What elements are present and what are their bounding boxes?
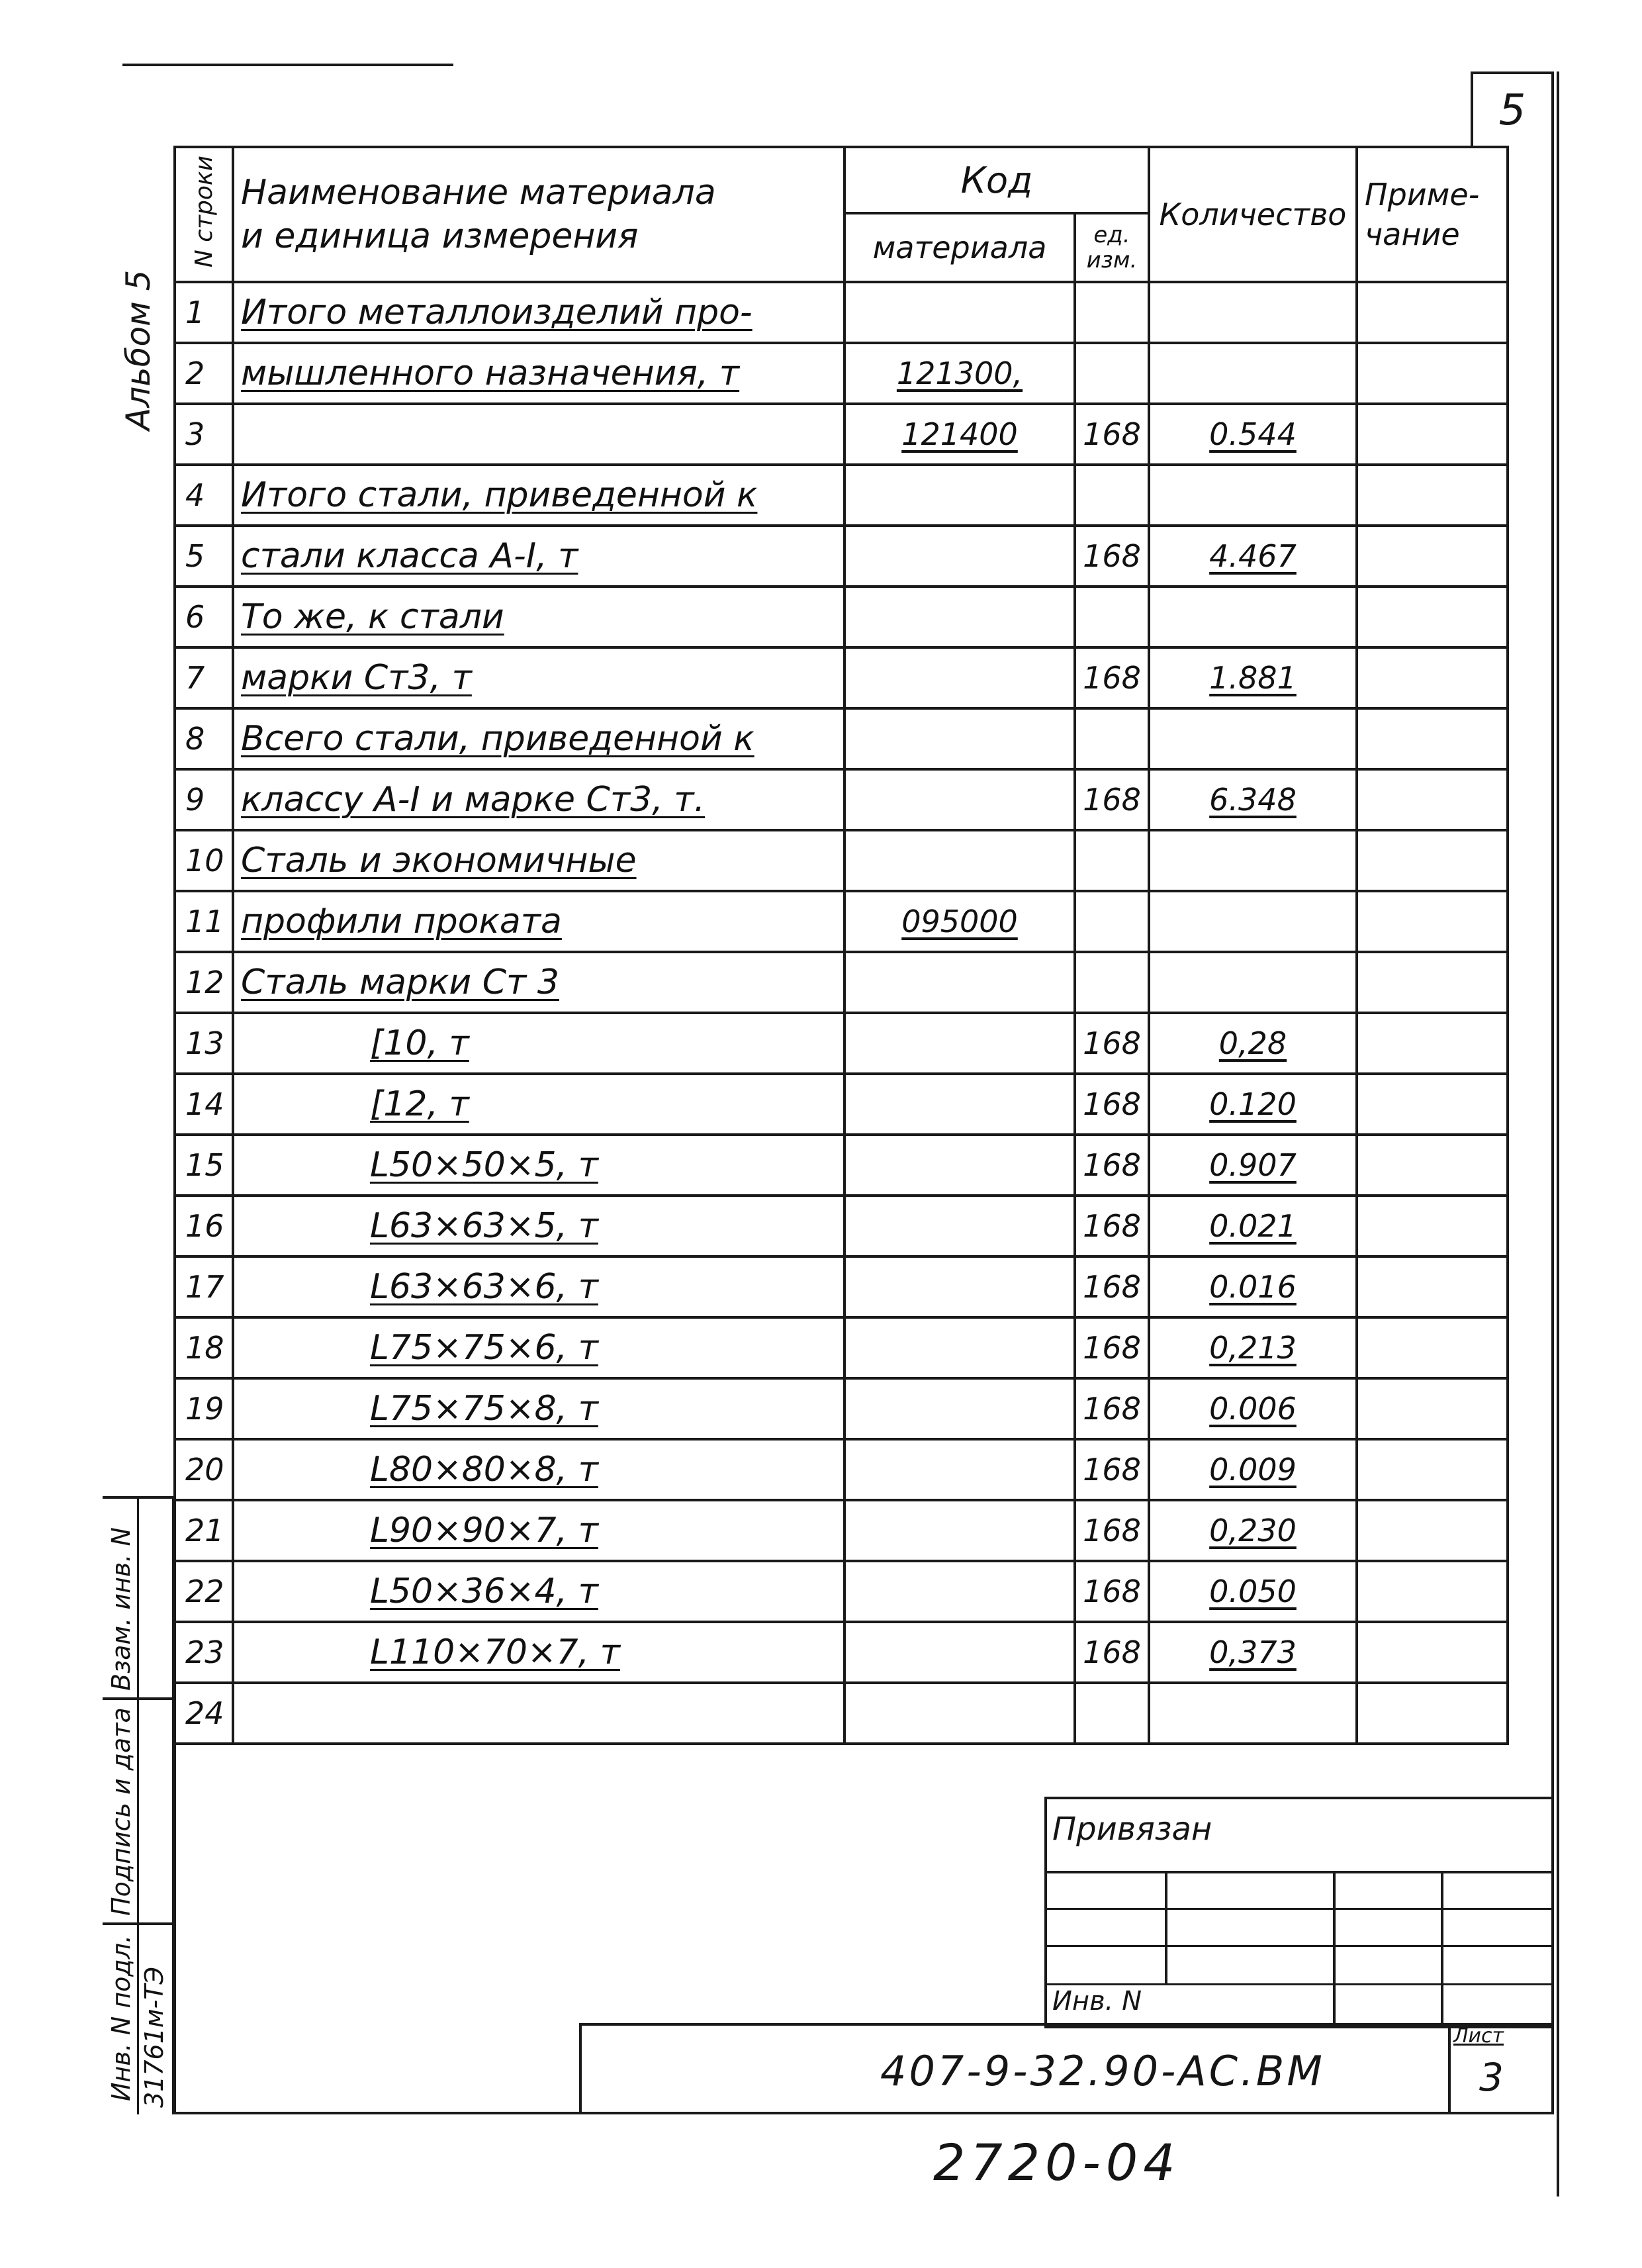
header-name-line1: Наименование материала — [241, 173, 716, 213]
material-name-cell: L90×90×7, т — [233, 1500, 844, 1561]
quantity-cell — [1149, 708, 1357, 769]
quantity-cell — [1149, 1683, 1357, 1744]
material-name-cell: Сталь и экономичные — [233, 830, 844, 891]
sheet-value: 3 — [1479, 2055, 1504, 2100]
side-cell-orig-inv — [103, 1922, 172, 2114]
quantity-cell — [1149, 343, 1357, 404]
table-header-row — [175, 147, 1508, 213]
row-number-cell: 8 — [175, 708, 233, 769]
side-divider — [137, 1697, 139, 1922]
material-name-cell: L75×75×8, т — [233, 1378, 844, 1439]
bound-rule — [1047, 1945, 1551, 1947]
material-code-cell — [844, 830, 1075, 891]
quantity-cell: 0,230 — [1149, 1500, 1357, 1561]
quantity-cell: 0.009 — [1149, 1439, 1357, 1500]
table-row — [175, 343, 1508, 404]
material-code-cell — [844, 647, 1075, 708]
header-note — [1357, 147, 1508, 282]
row-number-cell: 13 — [175, 1013, 233, 1074]
side-signature-date: Подпись и дата — [107, 1707, 136, 1916]
unit-code-cell: 168 — [1075, 404, 1149, 465]
table-row — [175, 1683, 1508, 1744]
material-code-cell — [844, 1196, 1075, 1256]
material-code-cell — [844, 708, 1075, 769]
footer-code: 2720-04 — [933, 2133, 1181, 2192]
table-row — [175, 1074, 1508, 1135]
table-row — [175, 465, 1508, 526]
row-number-cell: 1 — [175, 282, 233, 343]
row-number-cell: 6 — [175, 587, 233, 647]
table-row — [175, 1439, 1508, 1500]
unit-code-cell: 168 — [1075, 1622, 1149, 1683]
unit-code-cell — [1075, 1683, 1149, 1744]
material-name-cell — [233, 404, 844, 465]
quantity-cell — [1149, 830, 1357, 891]
header-quantity: Количество — [1149, 147, 1357, 282]
unit-code-cell — [1075, 891, 1149, 952]
bound-vrule — [1441, 1871, 1443, 2026]
quantity-cell: 4.467 — [1149, 526, 1357, 587]
row-number-cell: 4 — [175, 465, 233, 526]
unit-code-cell — [1075, 708, 1149, 769]
material-name-cell: L80×80×8, т — [233, 1439, 844, 1500]
material-code-cell — [844, 1256, 1075, 1317]
unit-code-cell: 168 — [1075, 1378, 1149, 1439]
table-row — [175, 769, 1508, 830]
bound-rule — [1047, 1908, 1551, 1910]
material-name-cell — [233, 1683, 844, 1744]
table-row — [175, 587, 1508, 647]
row-number-cell: 22 — [175, 1561, 233, 1622]
unit-code-cell: 168 — [1075, 1013, 1149, 1074]
table-row — [175, 404, 1508, 465]
table-row — [175, 1196, 1508, 1256]
material-name-cell: марки Ст3, т — [233, 647, 844, 708]
row-number-cell: 11 — [175, 891, 233, 952]
unit-code-cell: 168 — [1075, 1439, 1149, 1500]
material-name-cell: L50×36×4, т — [233, 1561, 844, 1622]
row-number-cell: 16 — [175, 1196, 233, 1256]
document-code: 407-9-32.90-АС.ВМ — [880, 2047, 1325, 2095]
note-cell — [1357, 404, 1508, 465]
row-number-cell: 3 — [175, 404, 233, 465]
unit-code-cell — [1075, 343, 1149, 404]
table-row — [175, 1013, 1508, 1074]
table-row — [175, 282, 1508, 343]
unit-code-cell — [1075, 952, 1149, 1013]
note-cell — [1357, 465, 1508, 526]
material-name-cell: L50×50×5, т — [233, 1135, 844, 1196]
material-name-cell: мышленного назначения, т — [233, 343, 844, 404]
row-number-cell: 17 — [175, 1256, 233, 1317]
material-code-cell — [844, 1135, 1075, 1196]
material-code-cell — [844, 1439, 1075, 1500]
quantity-cell: 0,28 — [1149, 1013, 1357, 1074]
unit-code-cell — [1075, 465, 1149, 526]
material-code-cell — [844, 769, 1075, 830]
note-cell — [1357, 343, 1508, 404]
side-divider — [137, 1499, 139, 1697]
bound-rule — [1047, 1983, 1551, 1985]
material-code-cell — [844, 1500, 1075, 1561]
table-row — [175, 830, 1508, 891]
header-code-unit — [1075, 213, 1149, 282]
table-row — [175, 891, 1508, 952]
row-number-cell: 20 — [175, 1439, 233, 1500]
frame-right-border — [1557, 71, 1559, 2197]
table-row — [175, 647, 1508, 708]
header-name — [233, 147, 844, 282]
quantity-cell — [1149, 952, 1357, 1013]
row-number-cell: 18 — [175, 1317, 233, 1378]
unit-code-cell: 168 — [1075, 1074, 1149, 1135]
note-cell — [1357, 891, 1508, 952]
bound-label: Привязан — [1052, 1811, 1212, 1848]
header-unit-line2: изм. — [1086, 247, 1138, 273]
note-cell — [1357, 1561, 1508, 1622]
material-name-cell: стали класса A-I, т — [233, 526, 844, 587]
note-cell — [1357, 1196, 1508, 1256]
note-cell — [1357, 647, 1508, 708]
material-name-cell: [12, т — [233, 1074, 844, 1135]
row-number-cell: 5 — [175, 526, 233, 587]
material-code-cell — [844, 465, 1075, 526]
unit-code-cell: 168 — [1075, 526, 1149, 587]
material-code-cell — [844, 1317, 1075, 1378]
note-cell — [1357, 1317, 1508, 1378]
material-name-cell: классу A-I и марке Ст3, т. — [233, 769, 844, 830]
material-name-cell: L110×70×7, т — [233, 1622, 844, 1683]
unit-code-cell: 168 — [1075, 1317, 1149, 1378]
quantity-cell: 6.348 — [1149, 769, 1357, 830]
table-row — [175, 1256, 1508, 1317]
material-code-cell — [844, 1013, 1075, 1074]
unit-code-cell — [1075, 830, 1149, 891]
table-row — [175, 952, 1508, 1013]
material-name-cell: L63×63×6, т — [233, 1256, 844, 1317]
unit-code-cell: 168 — [1075, 769, 1149, 830]
note-cell — [1357, 526, 1508, 587]
quantity-cell: 0.907 — [1149, 1135, 1357, 1196]
note-cell — [1357, 1439, 1508, 1500]
side-exchange-inv: Взам. инв. N — [107, 1527, 136, 1691]
material-name-cell: То же, к стали — [233, 587, 844, 647]
header-note-line2: чание — [1365, 216, 1460, 252]
header-name-line2: и единица измерения — [241, 216, 639, 256]
note-cell — [1357, 587, 1508, 647]
material-code-cell: 121400 — [844, 404, 1075, 465]
material-code-cell — [844, 282, 1075, 343]
table-row — [175, 1378, 1508, 1439]
quantity-cell: 0,213 — [1149, 1317, 1357, 1378]
material-code-cell — [844, 587, 1075, 647]
material-code-cell — [844, 1622, 1075, 1683]
row-number-cell: 14 — [175, 1074, 233, 1135]
quantity-cell: 0,373 — [1149, 1622, 1357, 1683]
unit-code-cell: 168 — [1075, 1256, 1149, 1317]
unit-code-cell — [1075, 587, 1149, 647]
table-row — [175, 1135, 1508, 1196]
note-cell — [1357, 1256, 1508, 1317]
unit-code-cell: 168 — [1075, 1135, 1149, 1196]
note-cell — [1357, 769, 1508, 830]
header-row-number — [175, 147, 233, 282]
sheet-number-box — [1471, 71, 1554, 148]
note-cell — [1357, 952, 1508, 1013]
material-code-cell — [844, 1378, 1075, 1439]
table-row — [175, 1561, 1508, 1622]
side-cell-signature — [103, 1697, 172, 1925]
note-cell — [1357, 830, 1508, 891]
quantity-cell — [1149, 891, 1357, 952]
note-cell — [1357, 282, 1508, 343]
material-code-cell — [844, 526, 1075, 587]
specification-table — [173, 146, 1509, 1745]
table-row — [175, 708, 1508, 769]
inv-label: Инв. N — [1052, 1986, 1142, 2016]
note-cell — [1357, 1683, 1508, 1744]
quantity-cell: 0.544 — [1149, 404, 1357, 465]
header-code: Код — [844, 147, 1149, 213]
side-orig-inv-value: 31761м-ТЭ — [140, 1966, 169, 2108]
row-number-cell: 15 — [175, 1135, 233, 1196]
bound-vrule — [1333, 1871, 1336, 2026]
row-number-cell: 24 — [175, 1683, 233, 1744]
row-number-cell: 12 — [175, 952, 233, 1013]
unit-code-cell — [1075, 282, 1149, 343]
header-code-material: материала — [844, 213, 1075, 282]
sheet-label: Лист — [1453, 2024, 1504, 2048]
material-name-cell: L75×75×6, т — [233, 1317, 844, 1378]
table-row — [175, 1317, 1508, 1378]
top-rule — [122, 64, 453, 66]
bound-rule — [1047, 1871, 1551, 1873]
row-number-cell: 19 — [175, 1378, 233, 1439]
row-number-cell: 7 — [175, 647, 233, 708]
note-cell — [1357, 708, 1508, 769]
quantity-cell: 0.021 — [1149, 1196, 1357, 1256]
material-name-cell: [10, т — [233, 1013, 844, 1074]
unit-code-cell: 168 — [1075, 1561, 1149, 1622]
material-name-cell: Итого стали, приведенной к — [233, 465, 844, 526]
album-label: Альбом 5 — [119, 269, 158, 430]
note-cell — [1357, 1378, 1508, 1439]
note-cell — [1357, 1013, 1508, 1074]
header-note-line1: Приме- — [1365, 177, 1480, 213]
material-name-cell: L63×63×5, т — [233, 1196, 844, 1256]
material-code-cell: 121300, — [844, 343, 1075, 404]
material-name-cell: Итого металлоизделий про- — [233, 282, 844, 343]
unit-code-cell: 168 — [1075, 1196, 1149, 1256]
note-cell — [1357, 1074, 1508, 1135]
material-code-cell — [844, 1683, 1075, 1744]
quantity-cell — [1149, 587, 1357, 647]
table-row — [175, 1500, 1508, 1561]
quantity-cell — [1149, 282, 1357, 343]
note-cell — [1357, 1622, 1508, 1683]
quantity-cell: 1.881 — [1149, 647, 1357, 708]
material-name-cell: Всего стали, приведенной к — [233, 708, 844, 769]
quantity-cell: 0.050 — [1149, 1561, 1357, 1622]
side-orig-inv: Инв. N подл. — [107, 1934, 136, 2101]
header-unit-line1: ед. — [1093, 222, 1130, 248]
material-name-cell: профили проката — [233, 891, 844, 952]
note-cell — [1357, 1135, 1508, 1196]
side-divider — [137, 1922, 139, 2114]
table-row — [175, 1622, 1508, 1683]
note-cell — [1357, 1500, 1508, 1561]
row-number-cell: 9 — [175, 769, 233, 830]
material-code-cell — [844, 1561, 1075, 1622]
side-stamp — [103, 1496, 175, 2114]
material-name-cell: Сталь марки Ст 3 — [233, 952, 844, 1013]
header-row-number-label: N строки — [190, 155, 218, 268]
quantity-cell: 0.016 — [1149, 1256, 1357, 1317]
bound-vrule — [1165, 1871, 1167, 1985]
row-number-cell: 21 — [175, 1500, 233, 1561]
material-code-cell: 095000 — [844, 891, 1075, 952]
side-cell-exchange — [103, 1499, 172, 1700]
material-code-cell — [844, 952, 1075, 1013]
quantity-cell — [1149, 465, 1357, 526]
material-code-cell — [844, 1074, 1075, 1135]
table-row — [175, 526, 1508, 587]
row-number-cell: 10 — [175, 830, 233, 891]
sheet-number: 5 — [1498, 86, 1526, 135]
unit-code-cell: 168 — [1075, 647, 1149, 708]
unit-code-cell: 168 — [1075, 1500, 1149, 1561]
quantity-cell: 0.006 — [1149, 1378, 1357, 1439]
table-body — [175, 282, 1508, 1744]
row-number-cell: 2 — [175, 343, 233, 404]
quantity-cell: 0.120 — [1149, 1074, 1357, 1135]
row-number-cell: 23 — [175, 1622, 233, 1683]
